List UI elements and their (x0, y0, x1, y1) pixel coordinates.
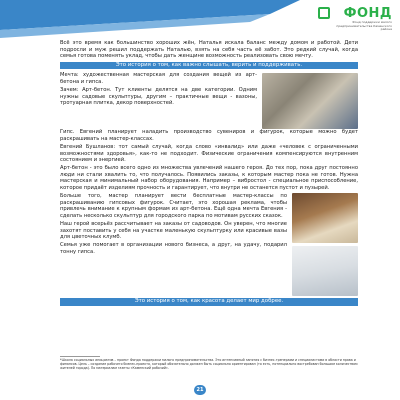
paragraph-family: Семья уже помогает в организации нового бизнеса, а друг, на удачу, подарил тонну гипса. (60, 242, 287, 255)
paragraph-dream: Мечта: художественная мастерская для создания вещей из арт-бетона и гипса. (60, 72, 257, 85)
paragraph-intro: Всё это время как большинство хороших жён, Наталья искала баланс между домом и работой. Дети подросли и муж решил поддержать Наталью, взять на себя часть её забот. Это редкий случай, когда семья готова поменять уклад, чтобы дать женщине возможность реализовать свою мечту. (60, 40, 358, 60)
footnote (60, 356, 358, 370)
logo-text: ФОНД (343, 6, 392, 21)
paragraph-gardeners: Наш герой всерьёз рассчитывает на заказы от садоводов. Он уверен, что многие захотят поставить у себя на участке маленькую скульптурку или красивые вазы для цветочных клумб. (60, 221, 287, 241)
paragraph-art-concrete: Арт-бетон - это было всего одно из множества увлечений нашего героя. До тех пор, пока друг постоянно люди ни стали хвалить то, что получалось. Появились заказы, к которым мастер пока не готов. Нужна мастерская и минимальный набор оборудования. Например – вибростол - специальное приспособление, которое придаёт изделиям прочность и гарантирует, что внутри не останется пустот и пузырей. (60, 165, 358, 192)
photo-vase (292, 193, 358, 243)
photo-master-portrait (262, 73, 358, 129)
paragraph-evgeny: Евгений Бушланов: тот самый случай, когда слово «инвалид» или даже «человек с ограниченными возможностями здоровья», как-то не подходит. Физические ограничения компенсируются внутренним состоянием и энергией. (60, 143, 358, 164)
photo-sculptures (292, 246, 358, 296)
plans-section (60, 193, 358, 296)
paragraph-why: Зачем: Арт-бетон. Тут клиенты делятся на две категории. Одним нужны садовые скульптуры, другим – практичные вещи - вазоны, тротуарная плитка, декор поверхностей. (60, 86, 257, 107)
footnote-text: *Школа социальных инициатив – проект Фонда поддержки малого предпринимательства. Это интенсивный занятия с бизнес-тренерами и специалистами в области права и финансов. Цель – создание рабочего бизнес-проекта, который обязательно должен быть социально ориентирован (то есть, потенциально востребован большим количеством жителей города). По материалам газеты «Каменский рабочий». (60, 357, 358, 370)
page-header (0, 0, 400, 40)
page-number: 21 (194, 385, 206, 395)
dream-section (60, 72, 358, 129)
footnote-divider (60, 356, 100, 357)
paragraph-master-classes: Больше того, мастер планирует вести бесплатные мастер-классы по раскрашиванию гипсовых фигурок. Считает, это хорошая реклама, чтобы привлечь внимание к крупным формам из арт-бетона. Ещё одна мечта Евгения - сделать несколько скульптур для городского парка по мотивам русских сказок. (60, 193, 287, 219)
closing-banner: Это история о том, как красота делает мир добрее. (60, 298, 358, 306)
article-body (60, 40, 358, 309)
logo-subtitle: Фонд поддержки малого предпринимательства Каменского района (336, 20, 392, 31)
highlight-banner: Это история о том, как важно слышать, верить и поддерживать. (60, 62, 358, 70)
paragraph-gypsum: Гипс. Евгений планирует наладить производство сувениров и фигурок, которые можно будет раскрашивать на мастер-классах. (60, 129, 358, 142)
fund-logo (292, 6, 392, 32)
logo-mark-icon (318, 7, 330, 19)
